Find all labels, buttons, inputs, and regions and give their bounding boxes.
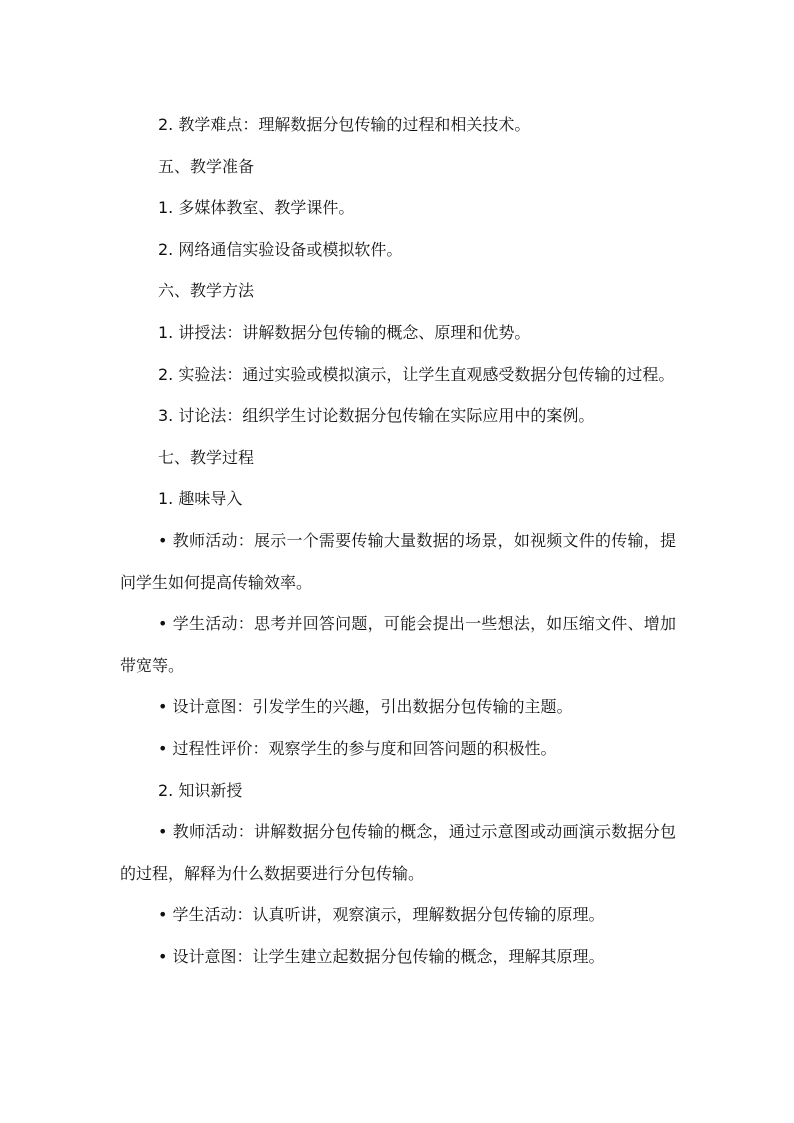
new-knowledge-design-intent: • 设计意图：让学生建立起数据分包传输的概念，理解其原理。	[158, 946, 605, 966]
new-knowledge-student-activity: • 学生活动：认真听讲，观察演示，理解数据分包传输的原理。	[158, 905, 605, 925]
introduction-design-intent: • 设计意图：引发学生的兴趣，引出数据分包传输的主题。	[158, 697, 573, 717]
preparation-item-1: 1. 多媒体教室、教学课件。	[158, 198, 355, 218]
new-knowledge-teacher-activity: • 教师活动：讲解数据分包传输的概念，通过示意图或动画演示数据分包的过程，解释为什么数据要进行分包传输。	[120, 822, 676, 883]
method-item-discussion: 3. 讨论法：组织学生讨论数据分包传输在实际应用中的案例。	[158, 406, 595, 426]
process-step-introduction: 1. 趣味导入	[158, 489, 243, 509]
introduction-process-evaluation: • 过程性评价：观察学生的参与度和回答问题的积极性。	[158, 738, 557, 758]
introduction-teacher-activity: • 教师活动：展示一个需要传输大量数据的场景，如视频文件的传输，提问学生如何提高传输效率。	[120, 530, 676, 592]
teaching-difficulty: 2. 教学难点：理解数据分包传输的过程和相关技术。	[158, 115, 531, 134]
section-heading-teaching-process: 七、教学过程	[158, 447, 255, 467]
method-item-experiment: 2. 实验法：通过实验或模拟演示，让学生直观感受数据分包传输的过程。	[158, 364, 675, 384]
method-item-lecture: 1. 讲授法：讲解数据分包传输的概念、原理和优势。	[158, 322, 531, 342]
document-content	[120, 104, 676, 977]
process-step-new-knowledge: 2. 知识新授	[158, 780, 243, 800]
section-heading-teaching-methods: 六、教学方法	[158, 281, 255, 301]
introduction-student-activity: • 学生活动：思考并回答问题，可能会提出一些想法，如压缩文件、增加带宽等。	[120, 614, 676, 675]
section-heading-teaching-preparation: 五、教学准备	[158, 156, 255, 176]
preparation-item-2: 2. 网络通信实验设备或模拟软件。	[158, 239, 403, 259]
